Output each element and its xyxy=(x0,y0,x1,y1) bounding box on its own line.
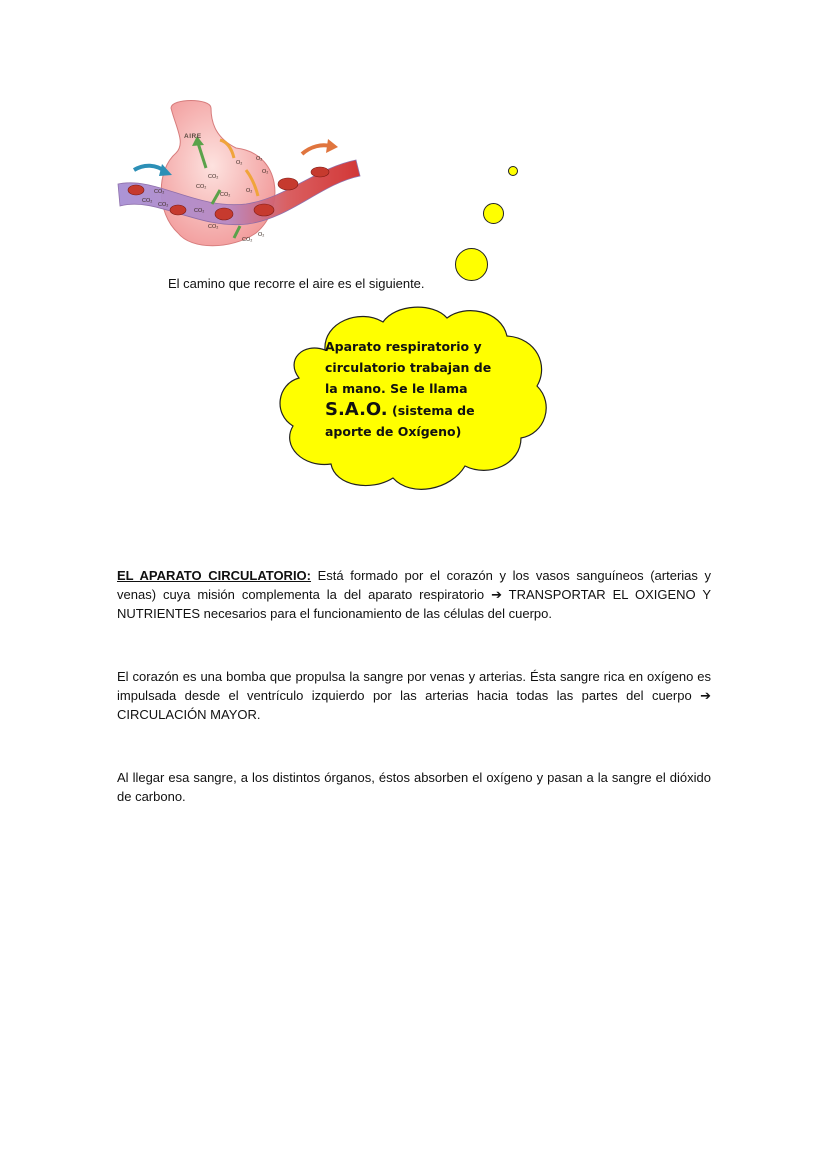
diagram-caption: El camino que recorre el aire es el siguiente. xyxy=(168,276,425,291)
co2-label: CO₂ xyxy=(154,189,165,195)
red-blood-cell xyxy=(311,167,329,177)
co2-label: CO₂ xyxy=(158,202,169,208)
o2-label: O₂ xyxy=(236,160,243,166)
cloud-line-sao xyxy=(325,399,495,421)
thought-bubble-medium xyxy=(483,203,504,224)
cloud-line: aporte de Oxígeno) xyxy=(325,424,462,439)
co2-label: CO₂ xyxy=(196,184,207,190)
co2-label: CO₂ xyxy=(194,208,205,214)
sao-acronym: S.A.O. xyxy=(325,399,388,420)
red-blood-cell xyxy=(128,185,144,195)
o2-label: O₂ xyxy=(258,232,265,238)
circulatory-system-paragraph xyxy=(117,566,711,623)
thought-bubble-large xyxy=(455,248,488,281)
o2-label: O₂ xyxy=(246,188,253,194)
cloud-line: circulatorio trabajan de xyxy=(325,360,492,375)
blood-flow-out-arrowhead xyxy=(326,139,338,153)
air-label: AIRE xyxy=(184,133,202,140)
co2-label: CO₂ xyxy=(242,237,253,243)
alveolus-gas-exchange-illustration xyxy=(116,98,366,253)
cloud-line: Aparato respiratorio y xyxy=(325,339,482,354)
cloud-line-rest: (sistema de xyxy=(387,403,475,418)
cloud-line: la mano. Se le llama xyxy=(325,381,468,396)
co2-label: CO₂ xyxy=(220,192,231,198)
cloud-text xyxy=(325,336,495,442)
organs-paragraph xyxy=(117,768,711,806)
thought-bubble-small xyxy=(508,166,518,176)
section-heading: EL APARATO CIRCULATORIO: xyxy=(117,568,312,583)
co2-label: CO₂ xyxy=(142,198,153,204)
red-blood-cell xyxy=(254,204,274,216)
red-blood-cell xyxy=(170,205,186,215)
paragraph-text: El corazón es una bomba que propulsa la sangre por venas y arterias. Ésta sangre rica en oxígeno es impulsada desde el ventrículo izquierdo por las arterias hacia todas las partes del cuerpo ➔ CIRCULACIÓN MAYOR. xyxy=(117,669,711,722)
co2-label: CO₂ xyxy=(208,174,219,180)
red-blood-cell xyxy=(215,208,233,220)
blood-flow-out-arrow xyxy=(302,145,330,154)
paragraph-text: Al llegar esa sangre, a los distintos órganos, éstos absorben el oxígeno y pasan a la sangre el dióxido de carbono. xyxy=(117,770,711,804)
co2-label: CO₂ xyxy=(208,224,219,230)
heart-paragraph xyxy=(117,667,711,724)
o2-label: O₂ xyxy=(256,156,263,162)
paragraph-text: Está formado por el corazón y los vasos sanguíneos (arterias y venas) cuya misión complementa la del aparato respiratorio ➔ TRANSPORTAR EL OXIGENO Y NUTRIENTES necesarios para el funcionamiento de las células del cuerpo. xyxy=(117,568,711,621)
o2-label: O₂ xyxy=(262,169,269,175)
red-blood-cell xyxy=(278,178,298,190)
